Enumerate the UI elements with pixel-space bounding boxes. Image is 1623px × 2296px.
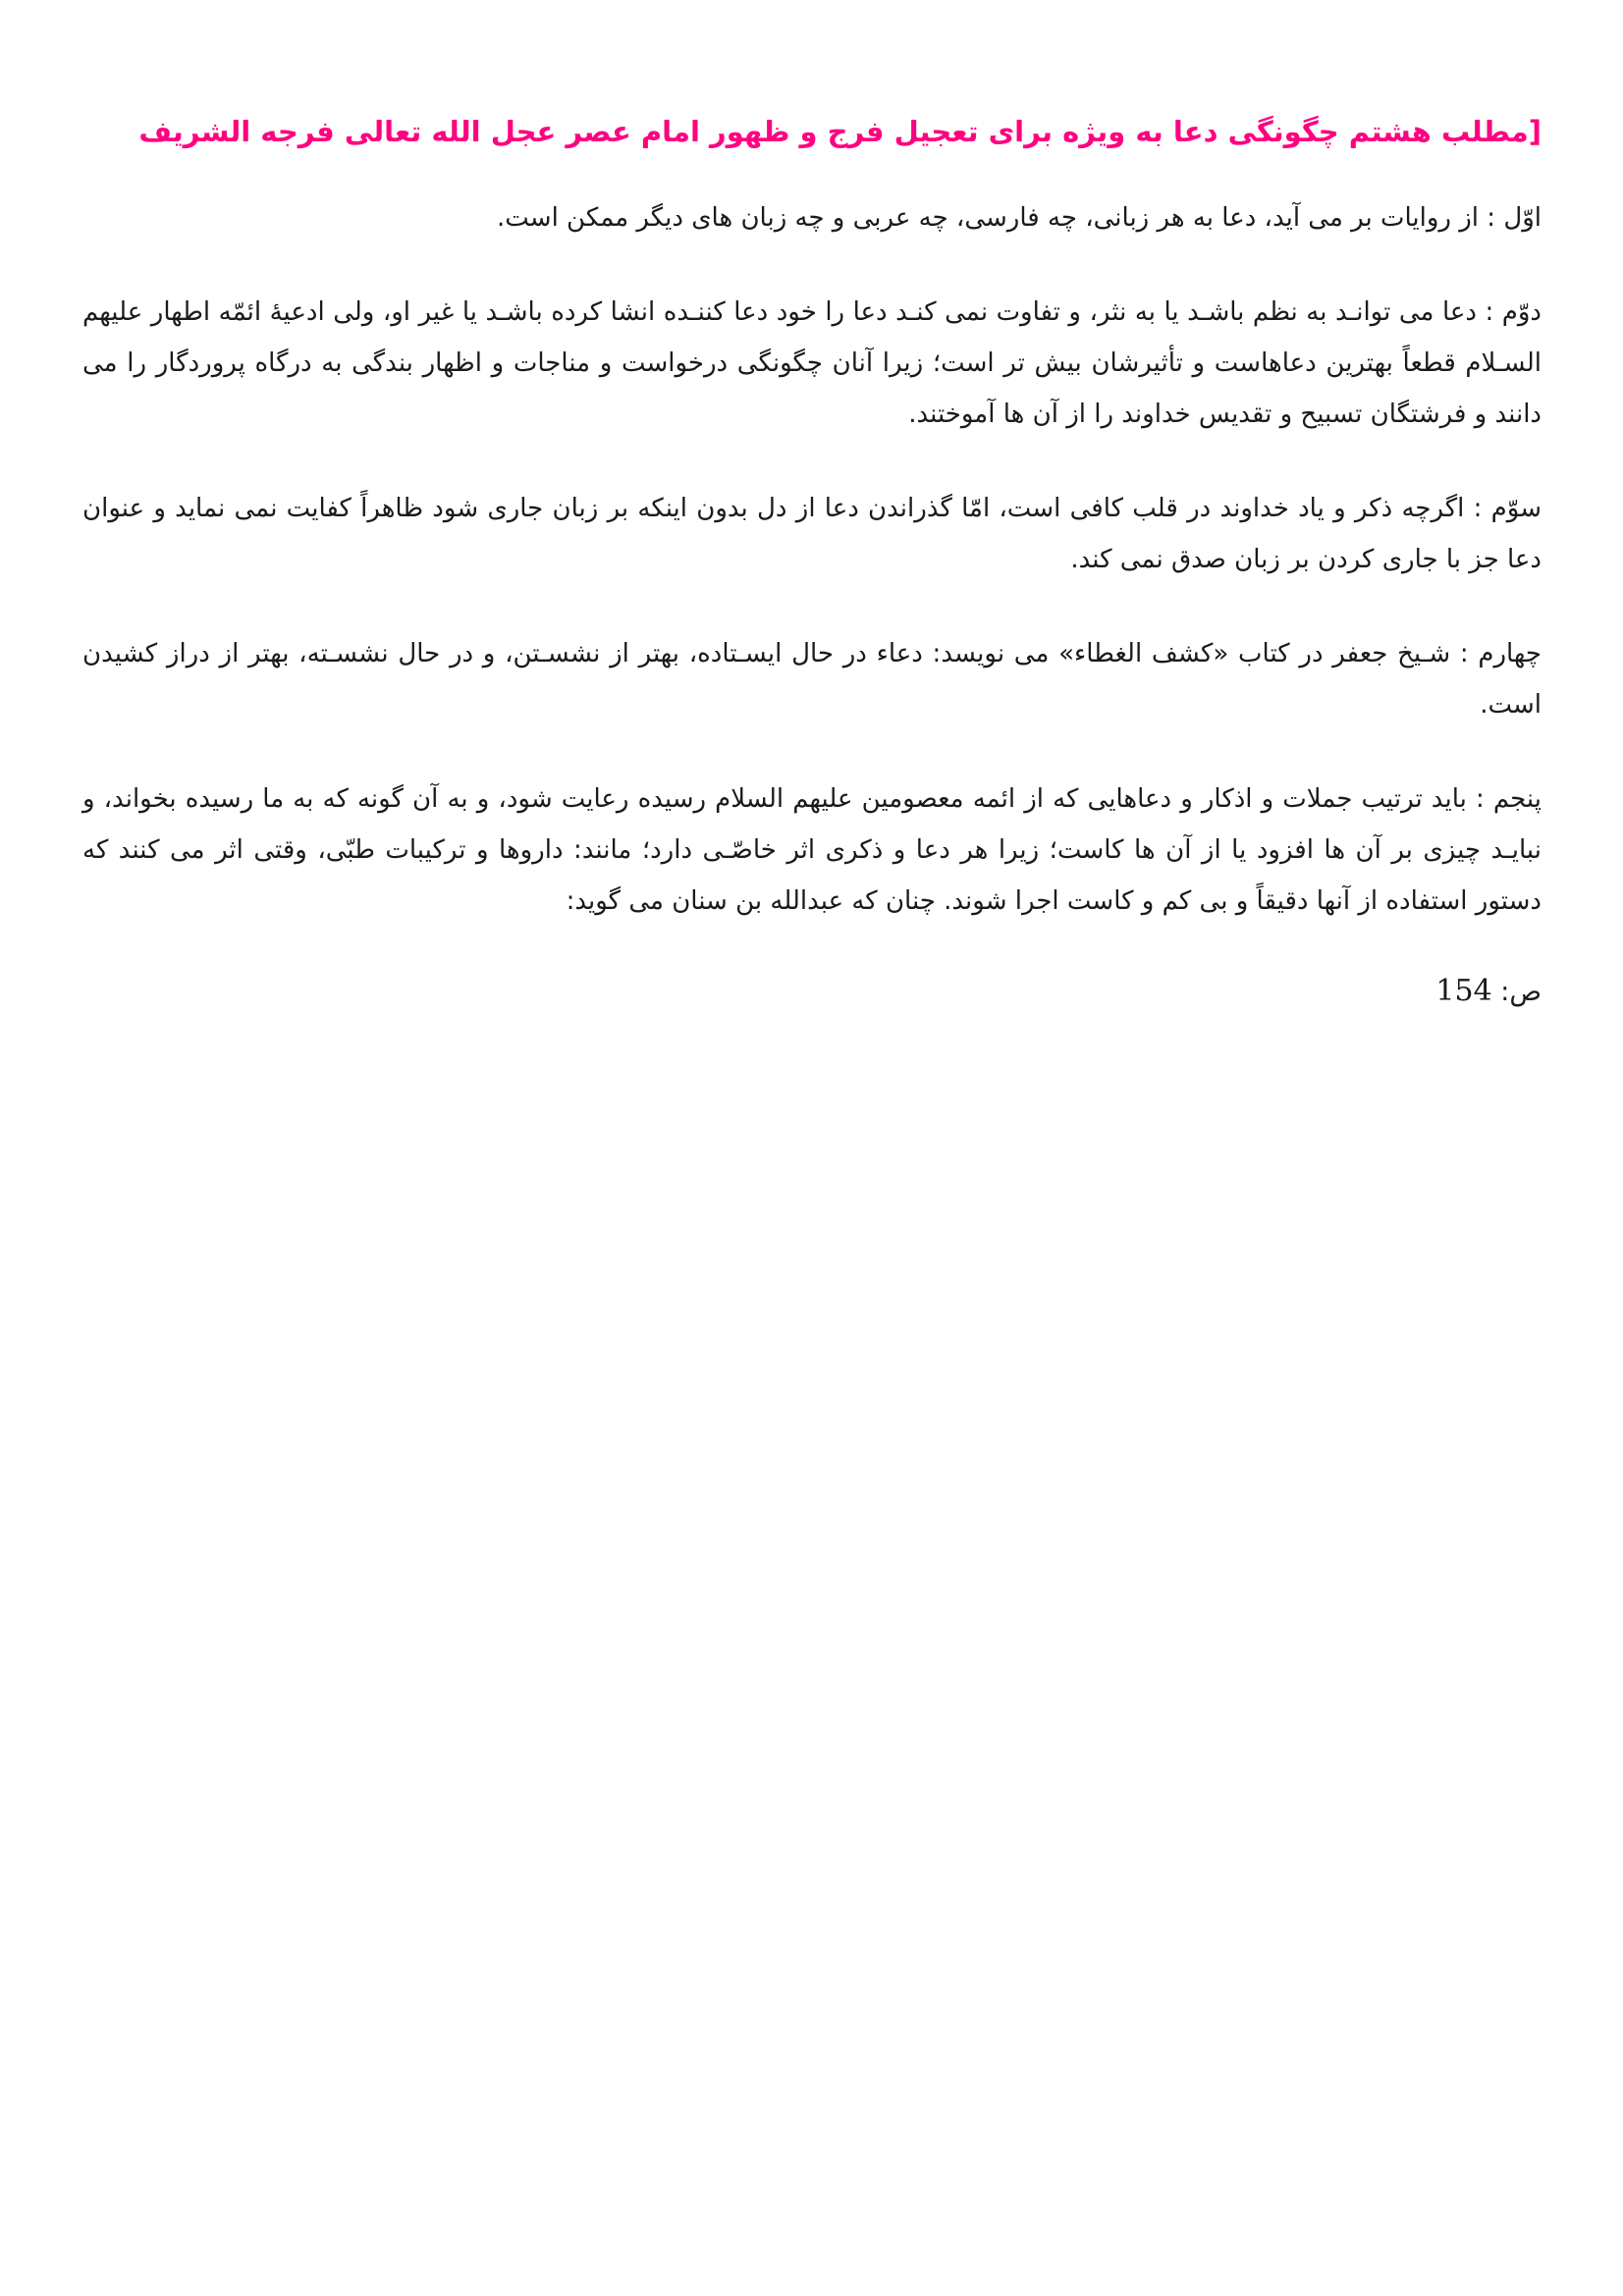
document-content xyxy=(82,110,1542,1014)
paragraph-first: اوّل : از روایات بر می آید، دعا به هر زبانی، چه فارسی، چه عربی و چه زبان های دیگر ممکن است. xyxy=(496,203,1542,233)
paragraph-second: دوّم : دعا می توانـد به نظم باشـد یا به نثر، و تفاوت نمی کنـد دعا را خود دعا کننـده انشا کرده باشـد یا غیر او، ولی ادعیهٔ ائمّه اطهار علیهم السـلام قطعاً بهترین دعاهاست و تأثیرشان بیش تر است؛ زیرا آنان چگونگی درخواست و مناجات و اظهار بندگی به درگاه پروردگار را می دانند و فرشتگان تسبیح و تقدیس خداوند را از آن ها آموختند. xyxy=(82,297,1542,429)
page-number-value: 154 xyxy=(1435,974,1492,1008)
section-title: [مطلب هشتم چگونگی دعا به ویژه برای تعجیل فرج و ظهور امام عصر عجل الله تعالی فرجه الشریف xyxy=(138,115,1542,148)
page-number-label: ص: xyxy=(1500,977,1542,1007)
page-number xyxy=(82,970,1542,1014)
paragraph-fifth: پنجم : باید ترتیب جملات و اذکار و دعاهایی که از ائمه معصومین علیهم السلام رسیده رعایت شود، و به آن گونه که به ما رسیده بخواند، و نبایـد چیزی بر آن ها افزود یا از آن ها کاست؛ زیرا هر دعا و ذکری اثر خاصّـی دارد؛ مانند: داروها و ترکیبات طبّی، وقتی اثر می کنند که دستور استفاده از آنها دقیقاً و بی کم و کاست اجرا شوند. چنان که عبدالله بن سنان می گوید: xyxy=(82,784,1542,916)
paragraph-third: سوّم : اگرچه ذکر و یاد خداوند در قلب کافی است، امّا گذراندن دعا از دل بدون اینکه بر زبان جاری شود ظاهراً کفایت نمی نماید و عنوان دعا جز با جاری کردن بر زبان صدق نمی کند. xyxy=(82,494,1542,574)
paragraph-fourth: چهارم : شـیخ جعفر در کتاب «کشف الغطاء» می نویسد: دعاء در حال ایسـتاده، بهتر از نشسـتن، و در حال نشسـته، بهتر از دراز کشیدن است. xyxy=(82,639,1542,720)
